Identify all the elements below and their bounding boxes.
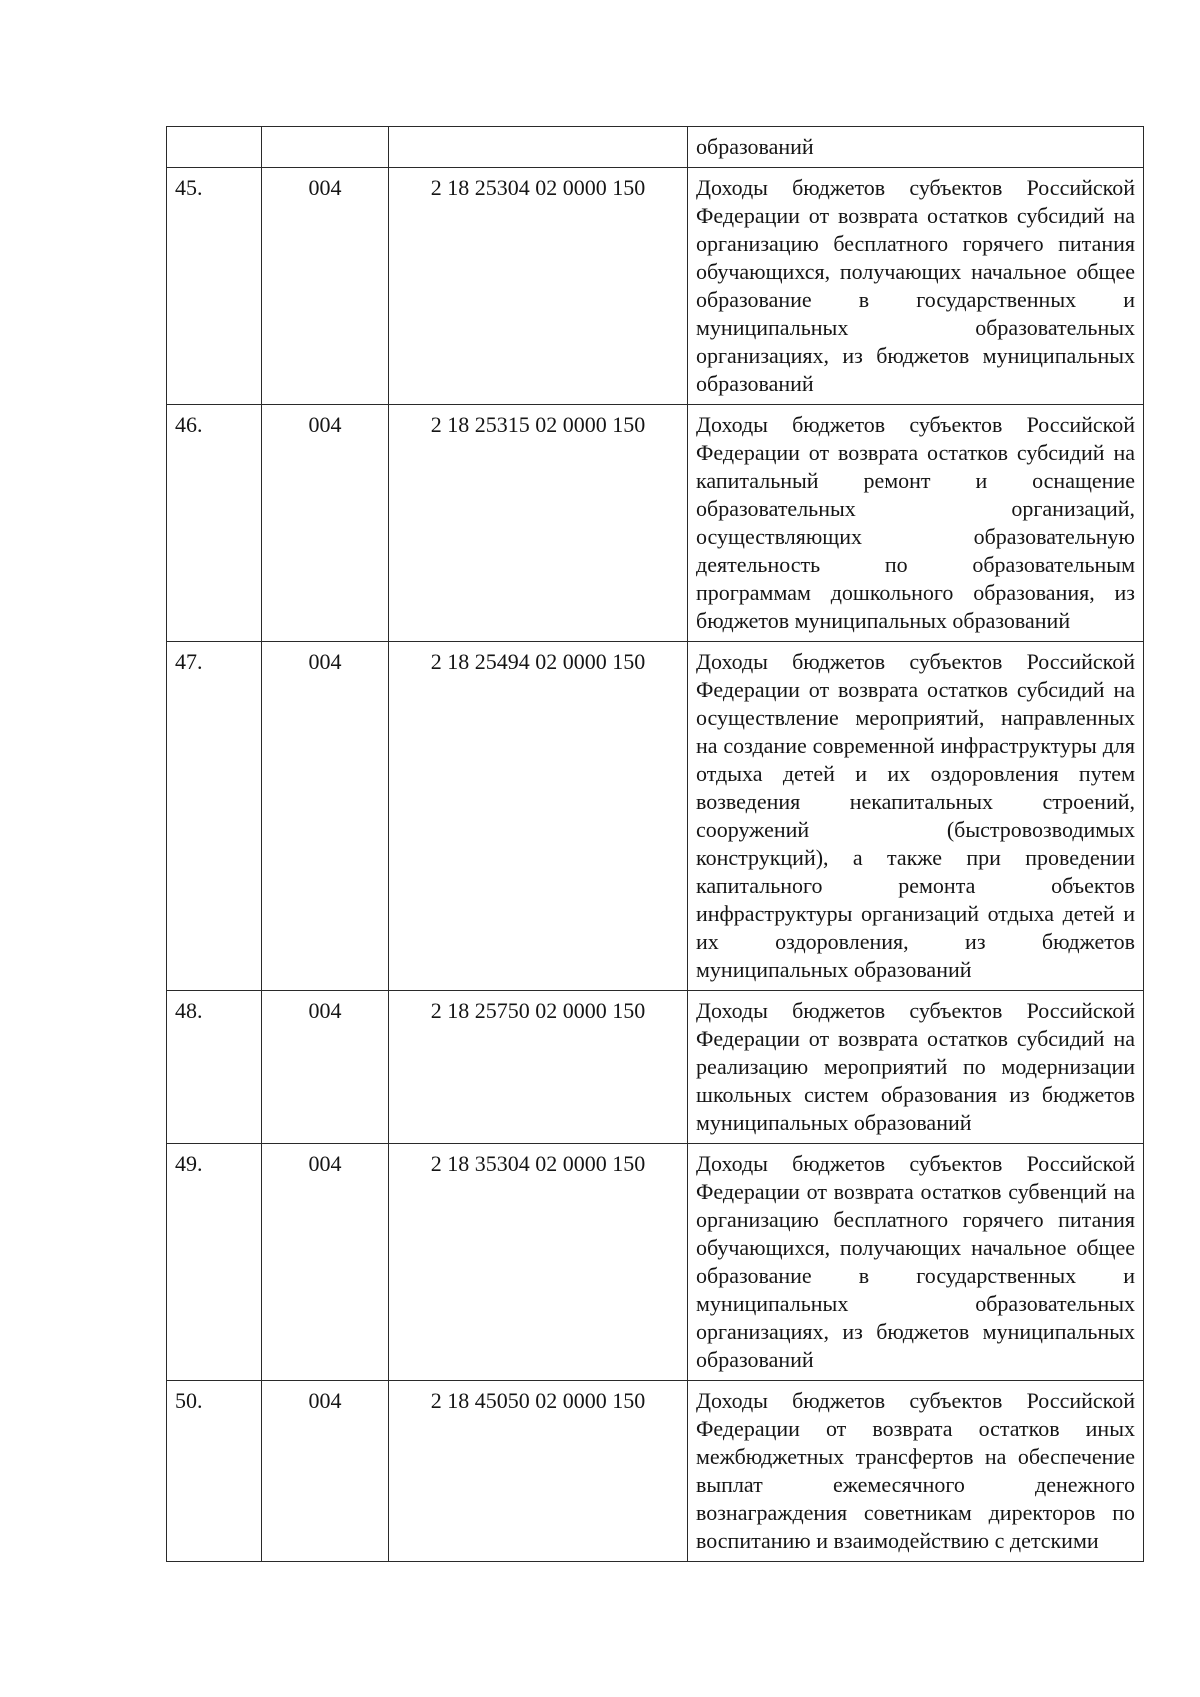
table-row bbox=[167, 642, 1144, 991]
table-row bbox=[167, 168, 1144, 405]
table-row bbox=[167, 127, 1144, 168]
table-row bbox=[167, 991, 1144, 1144]
row-description: Доходы бюджетов субъектов Российской Федерации от возврата остатков субсидий на осуществление мероприятий, направленных на создание современной инфраструктуры для отдыха детей и их оздоровления путем возведения некапитальных строений, сооружений (быстровозводимых конструкций), а также при проведении капитального ремонта объектов инфраструктуры организаций отдыха детей и их оздоровления, из бюджетов муниципальных образований bbox=[688, 642, 1144, 991]
kbk-code: 2 18 25315 02 0000 150 bbox=[389, 405, 688, 642]
row-description: Доходы бюджетов субъектов Российской Федерации от возврата остатков субвенций на организацию бесплатного горячего питания обучающихся, получающих начальное общее образование в государственных и муниципальных образовательных организациях, из бюджетов муниципальных образований bbox=[688, 1144, 1144, 1381]
row-description: образований bbox=[688, 127, 1144, 168]
kbk-code: 2 18 25750 02 0000 150 bbox=[389, 991, 688, 1144]
admin-code: 004 bbox=[262, 1144, 389, 1381]
row-number bbox=[167, 127, 262, 168]
admin-code: 004 bbox=[262, 405, 389, 642]
row-number: 45. bbox=[167, 168, 262, 405]
admin-code: 004 bbox=[262, 991, 389, 1144]
row-description: Доходы бюджетов субъектов Российской Федерации от возврата остатков субсидий на реализацию мероприятий по модернизации школьных систем образования из бюджетов муниципальных образований bbox=[688, 991, 1144, 1144]
row-number: 48. bbox=[167, 991, 262, 1144]
table-row bbox=[167, 405, 1144, 642]
admin-code: 004 bbox=[262, 642, 389, 991]
row-description: Доходы бюджетов субъектов Российской Федерации от возврата остатков субсидий на капитальный ремонт и оснащение образовательных организаций, осуществляющих образовательную деятельность по образовательным программам дошкольного образования, из бюджетов муниципальных образований bbox=[688, 405, 1144, 642]
admin-code: 004 bbox=[262, 1381, 389, 1562]
kbk-code: 2 18 25494 02 0000 150 bbox=[389, 642, 688, 991]
admin-code: 004 bbox=[262, 168, 389, 405]
kbk-code bbox=[389, 127, 688, 168]
kbk-code: 2 18 35304 02 0000 150 bbox=[389, 1144, 688, 1381]
row-number: 50. bbox=[167, 1381, 262, 1562]
row-number: 46. bbox=[167, 405, 262, 642]
table-row bbox=[167, 1144, 1144, 1381]
row-number: 47. bbox=[167, 642, 262, 991]
admin-code bbox=[262, 127, 389, 168]
table-row bbox=[167, 1381, 1144, 1562]
kbk-code: 2 18 45050 02 0000 150 bbox=[389, 1381, 688, 1562]
row-description: Доходы бюджетов субъектов Российской Федерации от возврата остатков субсидий на организацию бесплатного горячего питания обучающихся, получающих начальное общее образование в государственных и муниципальных образовательных организациях, из бюджетов муниципальных образований bbox=[688, 168, 1144, 405]
kbk-code: 2 18 25304 02 0000 150 bbox=[389, 168, 688, 405]
row-description: Доходы бюджетов субъектов Российской Федерации от возврата остатков иных межбюджетных трансфертов на обеспечение выплат ежемесячного денежного вознаграждения советникам директоров по воспитанию и взаимодействию с детскими bbox=[688, 1381, 1144, 1562]
revenue-codes-table bbox=[166, 126, 1144, 1562]
row-number: 49. bbox=[167, 1144, 262, 1381]
